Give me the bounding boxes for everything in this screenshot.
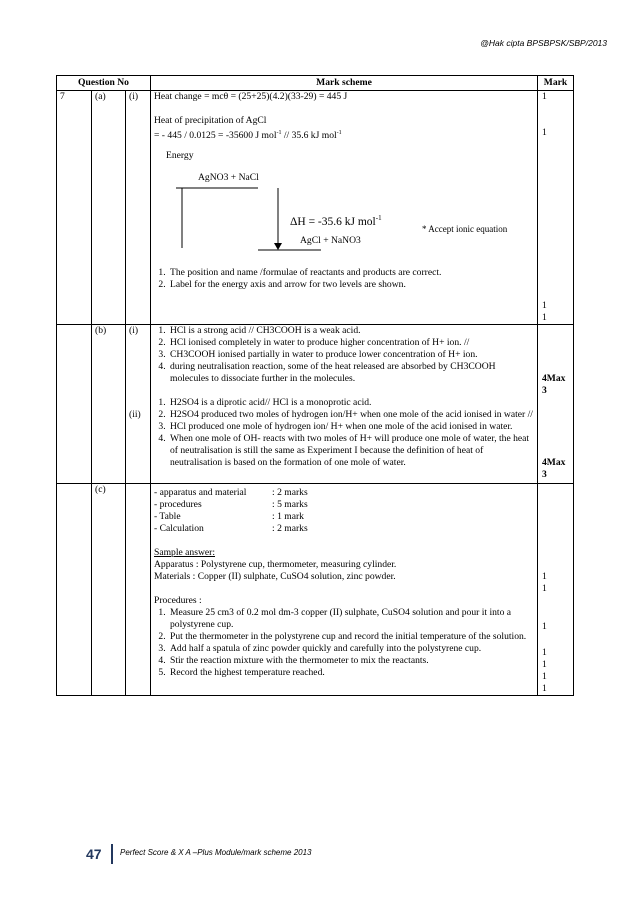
table-row: [57, 91, 574, 325]
delta-h-label: ΔH = -35.6 kJ mol$^{-1}$: [290, 214, 382, 229]
reactants-label: AgNO3 + NaCl: [198, 172, 259, 184]
list-item: - Table : 1 mark: [154, 511, 304, 522]
scheme-cell: [151, 325, 538, 484]
diagram-criteria-list: [154, 267, 534, 291]
accept-ionic-note: * Accept ionic equation: [422, 224, 508, 235]
list-item: 2. HCl ionised completely in water to produce higher concentration of H+ ion. //: [168, 337, 534, 349]
products-label: AgCl + NaNO3: [300, 235, 361, 247]
materials-line: Materials : Copper (II) sulphate, CuSO4 solution, zinc powder.: [154, 571, 396, 582]
mark-value: 1: [542, 683, 547, 694]
energy-level-diagram: [154, 142, 534, 264]
sample-answer-title: Sample answer:: [154, 547, 216, 558]
list-item: 4. Stir the reaction mixture with the thermometer to mix the reactants.: [168, 655, 534, 667]
energy-axis-label: Energy: [166, 150, 194, 162]
criteria-list: [154, 487, 534, 535]
list-item: 2. Put the thermometer in the polystyrene cup and record the initial temperature of the solution.: [168, 631, 534, 643]
list-item: 1. The position and name /formulae of reactants and products are correct.: [168, 267, 534, 279]
list-item: 5. Record the highest temperature reached.: [168, 667, 534, 679]
mark-header: Mark: [538, 76, 574, 91]
list-item: 2. H2SO4 produced two moles of hydrogen ion/H+ when one mole of the acid ionised in water //: [168, 409, 534, 421]
list-item: 3. CH3COOH ionised partially in water to produce lower concentration of H+ ion.: [168, 349, 534, 361]
mark-value: 3: [542, 385, 547, 396]
mark-value: 4Max: [542, 373, 566, 384]
mark-scheme-header: Mark scheme: [151, 76, 538, 91]
list-item: 3. Add half a spatula of zinc powder quickly and carefully into the polystyrene cup.: [168, 643, 534, 655]
mark-value: 1: [542, 300, 547, 311]
list-item: 2. Label for the energy axis and arrow for two levels are shown.: [168, 279, 534, 291]
list-item: 4. When one mole of OH- reacts with two moles of H+ will produce one mole of water, the heat of neutralisation is still the same as Experiment I because the definition of heat of neutralisation is based on the formation of one mole of water.: [168, 433, 534, 469]
subpart-label: (i) (ii): [126, 325, 151, 484]
procedures-list: [154, 607, 534, 679]
scheme-cell: [151, 484, 538, 696]
mark-value: 4Max: [542, 457, 566, 468]
mark-value: 1: [542, 671, 547, 682]
question-number: 7: [57, 91, 92, 325]
part-b-i-list: [154, 325, 534, 385]
procedures-title: Procedures :: [154, 595, 202, 606]
list-item: - Calculation : 2 marks: [154, 523, 308, 534]
list-item: 1. HCl is a strong acid // CH3COOH is a weak acid.: [168, 325, 534, 337]
page-number: 47: [86, 846, 102, 862]
footer-text: Perfect Score & X A –Plus Module/mark scheme 2013: [120, 848, 312, 857]
list-item: 1. H2SO4 is a diprotic acid// HCl is a monoprotic acid.: [168, 397, 534, 409]
heat-change-line: Heat change = mcθ = (25+25)(4.2)(33-29) = 445 J: [154, 91, 348, 102]
mark-value: 1: [542, 127, 547, 138]
mark-scheme-table: [56, 75, 574, 696]
subpart-label: (i): [126, 91, 151, 325]
part-label: (c): [92, 484, 126, 696]
heat-precip-calc: = - 445 / 0.0125 = -35600 J mol$^{-1}$ // 35.6 kJ mol$^{-1}$: [154, 130, 342, 142]
mark-value: 1: [542, 312, 547, 323]
list-item: 4. during neutralisation reaction, some of the heat released are absorbed by CH3COOH molecules to dissociate further in the molecules.: [168, 361, 534, 385]
mark-cell: [538, 325, 574, 484]
mark-value: 1: [542, 91, 547, 102]
list-item: 1. Measure 25 cm3 of 0.2 mol dm-3 copper (II) sulphate, CuSO4 solution and pour it into a polystyrene cup.: [168, 607, 534, 631]
table-row: [57, 325, 574, 484]
mark-value: 1: [542, 647, 547, 658]
part-label: (a): [92, 91, 126, 325]
mark-value: 1: [542, 621, 547, 632]
mark-value: 1: [542, 571, 547, 582]
list-item: 3. HCl produced one mole of hydrogen ion/ H+ when one mole of the acid ionised in water.: [168, 421, 534, 433]
list-item: - procedures : 5 marks: [154, 499, 308, 510]
part-label: (b): [92, 325, 126, 484]
question-no-header: Question No: [57, 76, 151, 91]
mark-cell: [538, 91, 574, 325]
list-item: - apparatus and material : 2 marks: [154, 487, 308, 498]
heat-precip-title: Heat of precipitation of AgCl: [154, 115, 267, 126]
scheme-cell: [151, 91, 538, 325]
copyright-header: @Hak cipta BPSBPSK/SBP/2013: [480, 38, 607, 48]
footer-divider: [111, 844, 113, 864]
apparatus-line: Apparatus : Polystyrene cup, thermometer, measuring cylinder.: [154, 559, 397, 570]
mark-cell: [538, 484, 574, 696]
part-b-ii-list: [154, 397, 534, 469]
mark-value: 1: [542, 583, 547, 594]
mark-value: 3: [542, 469, 547, 480]
table-row: [57, 484, 574, 696]
table-header-row: [57, 76, 574, 91]
mark-value: 1: [542, 659, 547, 670]
